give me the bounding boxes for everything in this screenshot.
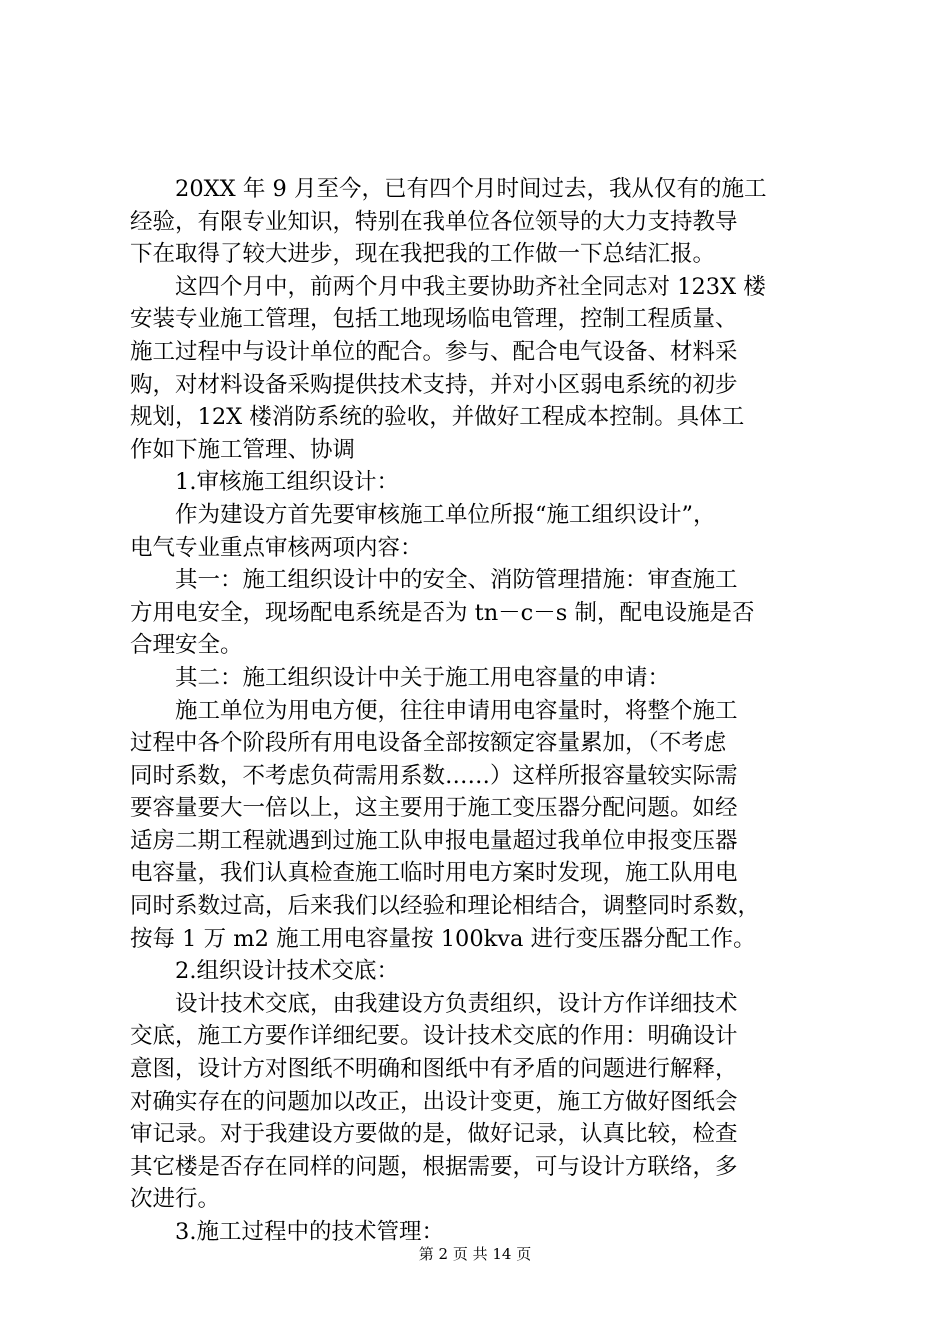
text-line: 要容量要大一倍以上，这主要用于施工变压器分配问题。如经 <box>130 795 738 822</box>
text-line: 过程中各个阶段所有用电设备全部按额定容量累加，（不考虑 <box>130 730 727 757</box>
text-line: 其一：施工组织设计中的安全、消防管理措施：审查施工 <box>175 567 738 594</box>
text-line: 其二：施工组织设计中关于施工用电容量的申请： <box>175 664 671 691</box>
text-line: 对确实存在的问题加以改正，出设计变更，施工方做好图纸会 <box>130 1088 738 1115</box>
text-line: 设计技术交底，由我建设方负责组织，设计方作详细技术 <box>175 990 738 1017</box>
text-line: 次进行。 <box>130 1186 221 1213</box>
text-line: 施工过程中与设计单位的配合。参与、配合电气设备、材料采 <box>130 338 738 365</box>
text-line: 施工单位为用电方便，往往申请用电容量时，将整个施工 <box>175 697 738 724</box>
text-line: 作为建设方首先要审核施工单位所报“施工组织设计”， <box>175 501 716 528</box>
text-line: 交底，施工方要作详细纪要。设计技术交底的作用：明确设计 <box>130 1023 738 1050</box>
section-heading: 3.施工过程中的技术管理： <box>175 1219 444 1245</box>
text-line: 意图，设计方对图纸不明确和图纸中有矛盾的问题进行解释， <box>130 1056 738 1083</box>
text-line: 按每 1 万 m2 施工用电容量按 100kva 进行变压器分配工作。 <box>130 925 756 952</box>
section-heading: 1.审核施工组织设计： <box>175 469 399 496</box>
text-line: 作如下施工管理、协调 <box>130 436 356 463</box>
section-heading: 2.组织设计技术交底： <box>175 958 399 985</box>
text-line: 同时系数过高，后来我们以经验和理论相结合，调整同时系数， <box>130 893 761 920</box>
text-line: 这四个月中，前两个月中我主要协助齐社全同志对 123X 楼 <box>175 273 766 300</box>
text-line: 购，对材料设备采购提供技术支持，并对小区弱电系统的初步 <box>130 371 738 398</box>
text-line: 其它楼是否存在同样的问题，根据需要，可与设计方联络，多 <box>130 1153 738 1180</box>
document-body <box>130 173 830 1249</box>
text-line: 合理安全。 <box>130 632 243 659</box>
text-line: 20XX 年 9 月至今，已有四个月时间过去，我从仅有的施工 <box>175 176 767 202</box>
page-footer <box>0 1243 950 1264</box>
text-line: 电容量，我们认真检查施工临时用电方案时发现，施工队用电 <box>130 860 738 887</box>
text-line: 适房二期工程就遇到过施工队申报电量超过我单位申报变压器 <box>130 827 738 854</box>
text-line: 同时系数，不考虑负荷需用系数……）这样所报容量较实际需 <box>130 762 738 789</box>
text-line: 方用电安全，现场配电系统是否为 tn－c－s 制，配电设施是否 <box>130 599 755 626</box>
text-line: 下在取得了较大进步，现在我把我的工作做一下总结汇报。 <box>130 241 716 268</box>
text-line: 审记录。对于我建设方要做的是，做好记录，认真比较，检查 <box>130 1121 738 1148</box>
text-line: 规划，12X 楼消防系统的验收，并做好工程成本控制。具体工 <box>130 404 745 431</box>
page-number-label: 第 2 页 共 14 页 <box>418 1245 532 1263</box>
text-line: 安装专业施工管理，包括工地现场临电管理，控制工程质量、 <box>130 306 738 333</box>
text-line: 经验，有限专业知识，特别在我单位各位领导的大力支持教导 <box>130 208 738 235</box>
text-line: 电气专业重点审核两项内容： <box>130 534 423 561</box>
